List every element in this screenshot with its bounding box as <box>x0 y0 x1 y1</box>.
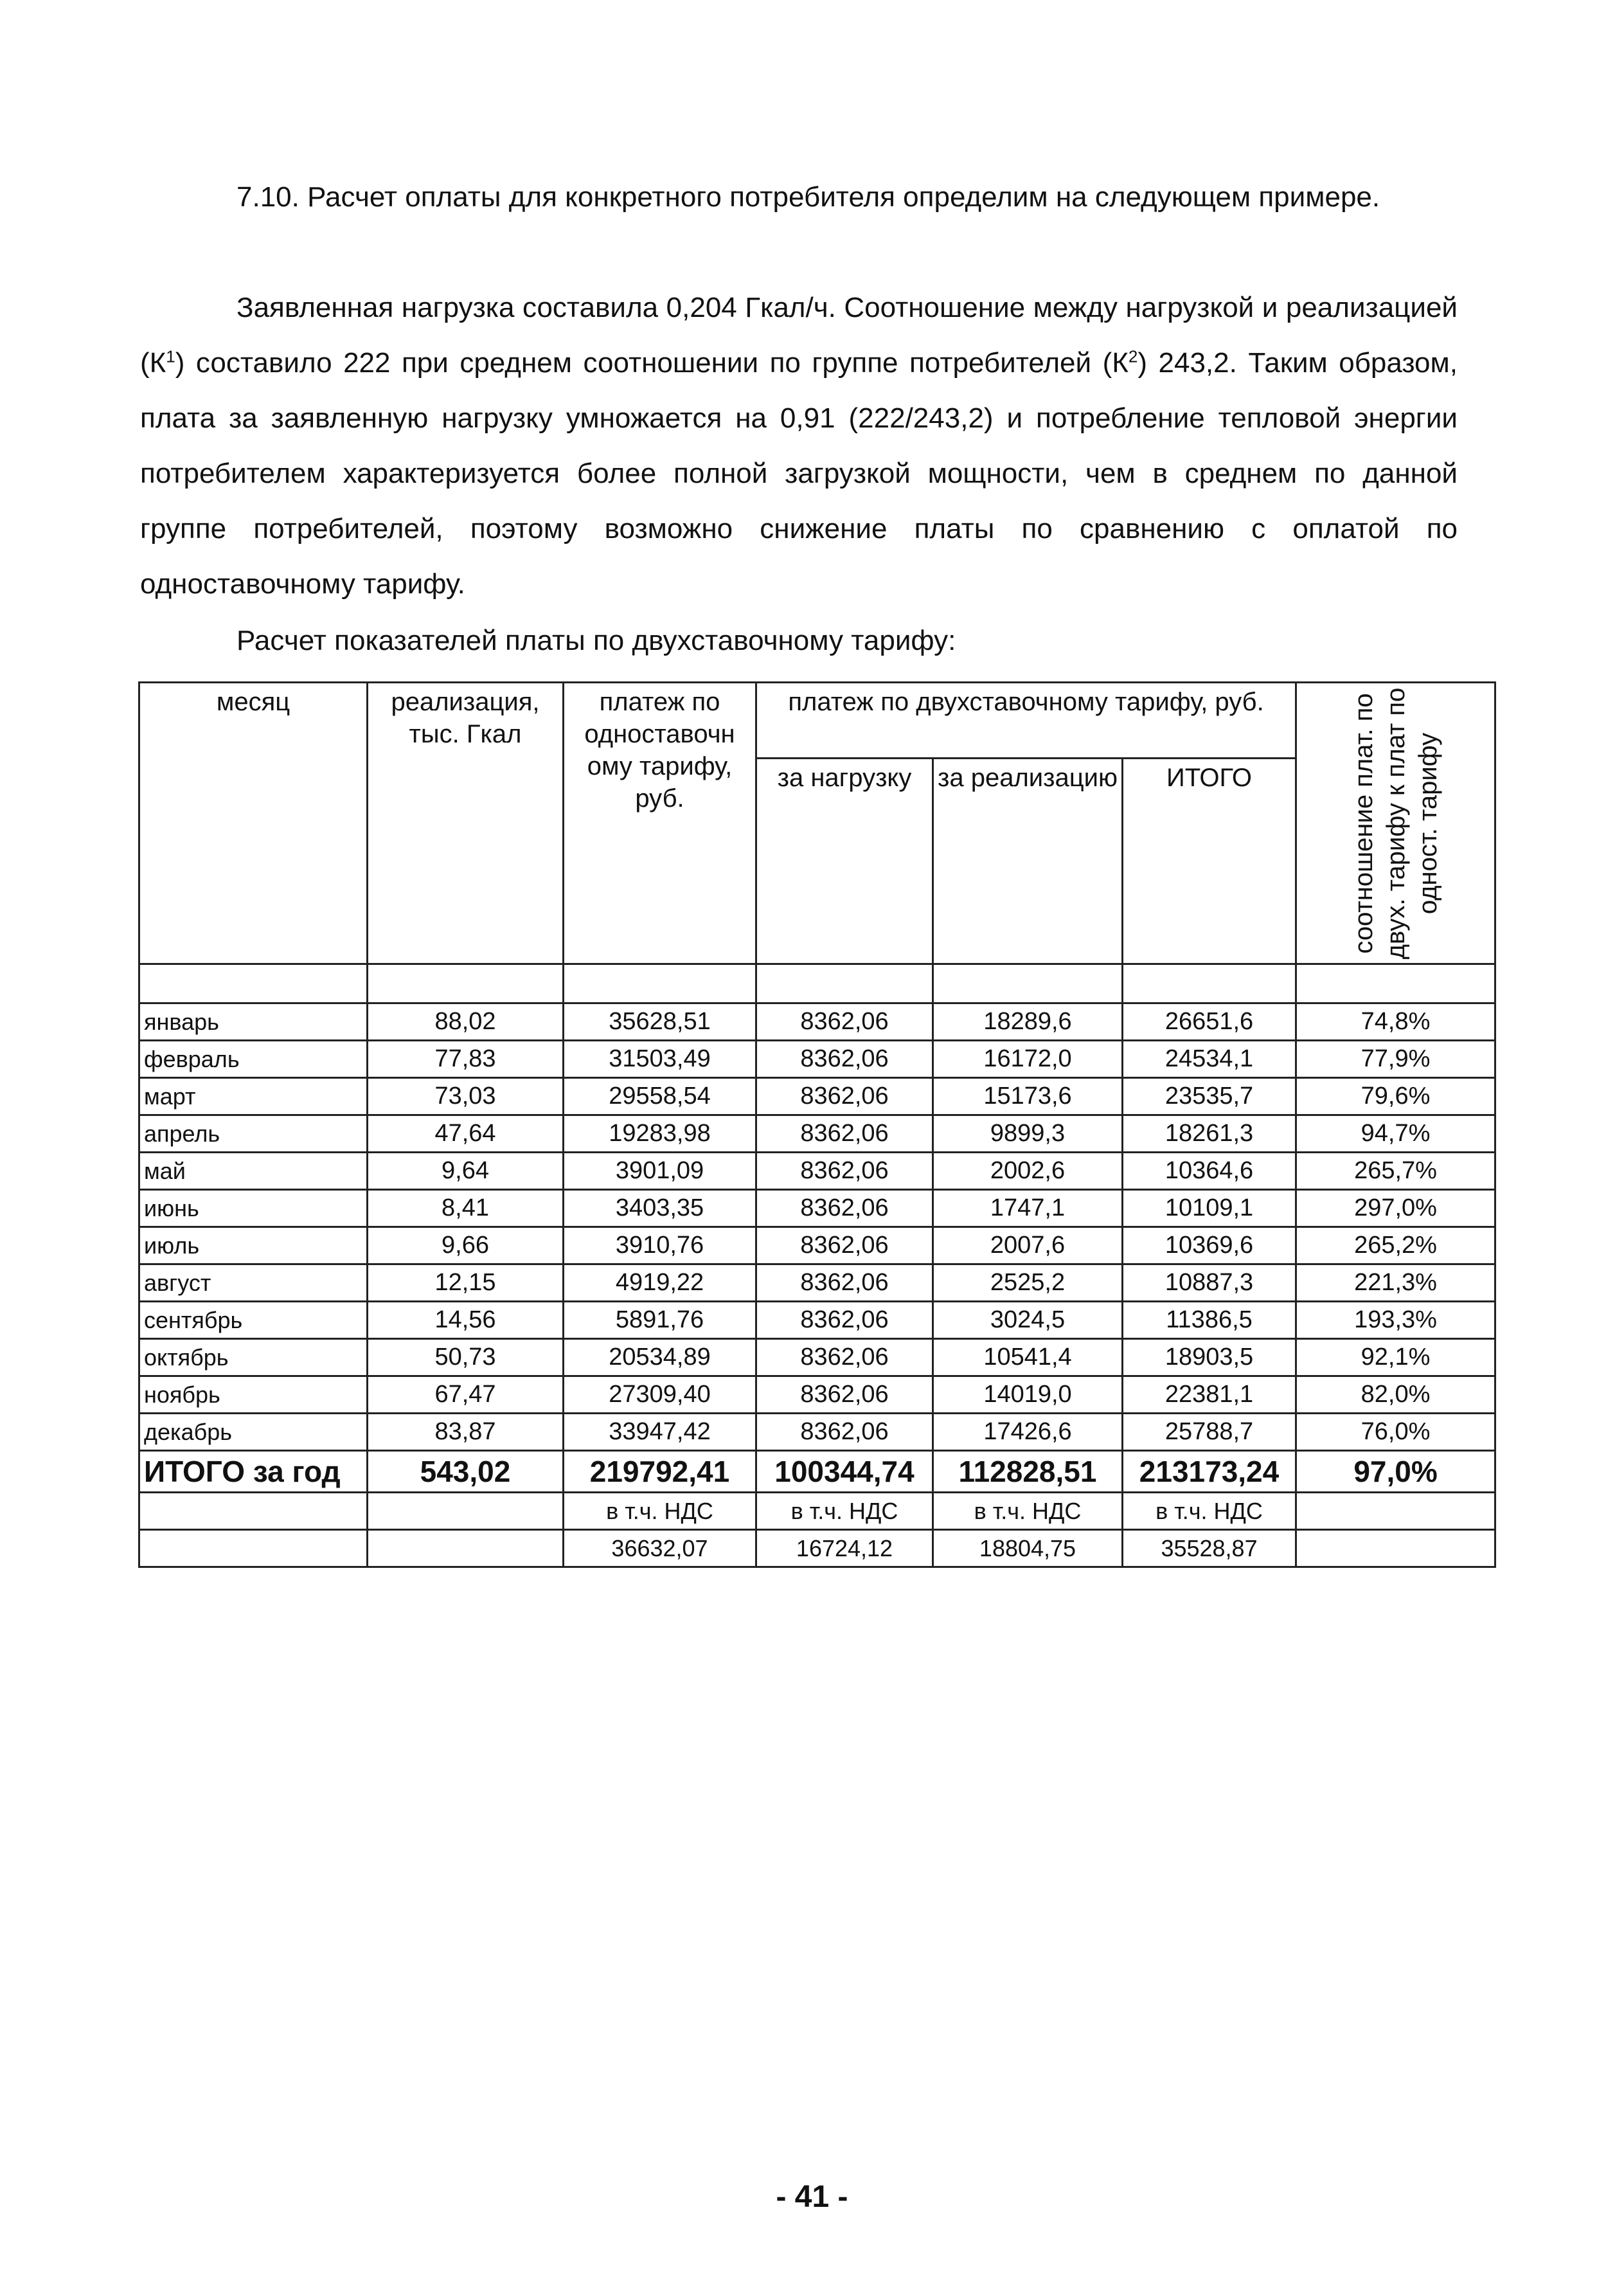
load-cell: 8362,06 <box>756 1376 933 1414</box>
ratio-cell: 82,0% <box>1296 1376 1495 1414</box>
single-tariff-cell: 33947,42 <box>564 1414 756 1451</box>
for-realization-cell: 10541,4 <box>933 1339 1123 1376</box>
ratio-cell: 193,3% <box>1296 1302 1495 1339</box>
vat-load: 16724,12 <box>756 1530 933 1567</box>
two-part-total-cell: 11386,5 <box>1123 1302 1296 1339</box>
table-row <box>139 1078 1495 1115</box>
two-part-total-cell: 18903,5 <box>1123 1339 1296 1376</box>
load-cell: 8362,06 <box>756 1190 933 1227</box>
vat-total: 35528,87 <box>1123 1530 1296 1567</box>
table-row <box>139 1302 1495 1339</box>
table-row <box>139 1376 1495 1414</box>
page-number: - 41 - <box>776 2180 848 2214</box>
realization-cell: 73,03 <box>368 1078 564 1115</box>
table-row <box>139 1153 1495 1190</box>
single-tariff-cell: 3901,09 <box>564 1153 756 1190</box>
header-load: за нагрузку <box>756 759 933 964</box>
header-two-part-tariff: платеж по двухставочному тарифу, руб. <box>756 683 1296 759</box>
for-realization-cell: 17426,6 <box>933 1414 1123 1451</box>
paragraph-part-3: ) 243,2. Таким образом, плата за заявленную нагрузку умножается на 0,91 (222/243,2) и потребление тепловой энергии потребителем характеризуется более полной загрузкой мощности, чем в среднем по данной группе потребителей, поэтому возможно снижение платы по сравнению с оплатой по одноставочному тарифу. <box>140 347 1458 600</box>
vat-for-realization: 18804,75 <box>933 1530 1123 1567</box>
load-cell: 8362,06 <box>756 1153 933 1190</box>
table-row <box>139 1414 1495 1451</box>
load-cell: 8362,06 <box>756 1339 933 1376</box>
single-tariff-cell: 19283,98 <box>564 1115 756 1153</box>
paragraph-intro: 7.10. Расчет оплаты для конкретного потребителя определим на следующем примере. <box>236 181 1380 213</box>
single-tariff-cell: 5891,76 <box>564 1302 756 1339</box>
two-part-total-cell: 24534,1 <box>1123 1041 1296 1078</box>
realization-cell: 77,83 <box>368 1041 564 1078</box>
total-row <box>139 1451 1495 1493</box>
table-row <box>139 1003 1495 1041</box>
header-for-realization: за реализацию <box>933 759 1123 964</box>
header-month: месяц <box>139 683 368 964</box>
for-realization-cell: 1747,1 <box>933 1190 1123 1227</box>
table-body <box>139 1003 1495 1451</box>
load-cell: 8362,06 <box>756 1041 933 1078</box>
for-realization-cell: 9899,3 <box>933 1115 1123 1153</box>
ratio-cell: 94,7% <box>1296 1115 1495 1153</box>
single-tariff-cell: 29558,54 <box>564 1078 756 1115</box>
header-total: ИТОГО <box>1123 759 1296 964</box>
realization-cell: 50,73 <box>368 1339 564 1376</box>
single-tariff-cell: 31503,49 <box>564 1041 756 1078</box>
load-cell: 8362,06 <box>756 1115 933 1153</box>
paragraph-part-2: ) составило 222 при среднем соотношении по группе потребителей (К <box>175 347 1129 379</box>
for-realization-cell: 3024,5 <box>933 1302 1123 1339</box>
total-two-part: 213173,24 <box>1123 1451 1296 1493</box>
paragraph-description <box>140 280 1458 612</box>
superscript-1: 1 <box>166 346 175 366</box>
two-part-total-cell: 25788,7 <box>1123 1414 1296 1451</box>
table-row <box>139 1190 1495 1227</box>
two-part-total-cell: 18261,3 <box>1123 1115 1296 1153</box>
header-single-tariff: платеж по одноставочн ому тарифу, руб. <box>564 683 756 964</box>
two-part-total-cell: 22381,1 <box>1123 1376 1296 1414</box>
month-cell: ноябрь <box>139 1376 368 1414</box>
table-row <box>139 1041 1495 1078</box>
single-tariff-cell: 27309,40 <box>564 1376 756 1414</box>
ratio-cell: 92,1% <box>1296 1339 1495 1376</box>
for-realization-cell: 18289,6 <box>933 1003 1123 1041</box>
single-tariff-cell: 3910,76 <box>564 1227 756 1264</box>
ratio-cell: 265,7% <box>1296 1153 1495 1190</box>
month-cell: октябрь <box>139 1339 368 1376</box>
realization-cell: 9,64 <box>368 1153 564 1190</box>
two-part-total-cell: 10887,3 <box>1123 1264 1296 1302</box>
two-part-total-cell: 10109,1 <box>1123 1190 1296 1227</box>
for-realization-cell: 2525,2 <box>933 1264 1123 1302</box>
vat-label: в т.ч. НДС <box>933 1493 1123 1530</box>
realization-cell: 88,02 <box>368 1003 564 1041</box>
ratio-cell: 221,3% <box>1296 1264 1495 1302</box>
realization-cell: 47,64 <box>368 1115 564 1153</box>
ratio-cell: 265,2% <box>1296 1227 1495 1264</box>
single-tariff-cell: 4919,22 <box>564 1264 756 1302</box>
spacer-row <box>139 964 1495 1003</box>
ratio-cell: 77,9% <box>1296 1041 1495 1078</box>
ratio-cell: 297,0% <box>1296 1190 1495 1227</box>
month-cell: июнь <box>139 1190 368 1227</box>
load-cell: 8362,06 <box>756 1414 933 1451</box>
month-cell: декабрь <box>139 1414 368 1451</box>
superscript-2: 2 <box>1128 346 1138 366</box>
total-ratio: 97,0% <box>1296 1451 1495 1493</box>
vat-label: в т.ч. НДС <box>1123 1493 1296 1530</box>
vat-label: в т.ч. НДС <box>756 1493 933 1530</box>
for-realization-cell: 14019,0 <box>933 1376 1123 1414</box>
single-tariff-cell: 20534,89 <box>564 1339 756 1376</box>
two-part-total-cell: 10364,6 <box>1123 1153 1296 1190</box>
for-realization-cell: 16172,0 <box>933 1041 1123 1078</box>
realization-cell: 67,47 <box>368 1376 564 1414</box>
vat-value-row <box>139 1530 1495 1567</box>
table-row <box>139 1339 1495 1376</box>
vat-single: 36632,07 <box>564 1530 756 1567</box>
realization-cell: 83,87 <box>368 1414 564 1451</box>
month-cell: сентябрь <box>139 1302 368 1339</box>
total-label: ИТОГО за год <box>139 1451 368 1493</box>
table-row <box>139 1264 1495 1302</box>
header-realization: реализация, тыс. Гкал <box>368 683 564 964</box>
vat-label: в т.ч. НДС <box>564 1493 756 1530</box>
total-realization: 543,02 <box>368 1451 564 1493</box>
load-cell: 8362,06 <box>756 1264 933 1302</box>
table-caption: Расчет показателей платы по двухставочному тарифу: <box>236 625 956 656</box>
month-cell: июль <box>139 1227 368 1264</box>
ratio-cell: 76,0% <box>1296 1414 1495 1451</box>
load-cell: 8362,06 <box>756 1003 933 1041</box>
load-cell: 8362,06 <box>756 1302 933 1339</box>
realization-cell: 12,15 <box>368 1264 564 1302</box>
paragraph-part-1: Заявленная нагрузка составила 0,204 Гкал/ч. Соотношение между нагрузкой и реализацией (К <box>140 292 1458 379</box>
two-part-total-cell: 23535,7 <box>1123 1078 1296 1115</box>
month-cell: апрель <box>139 1115 368 1153</box>
month-cell: май <box>139 1153 368 1190</box>
two-part-total-cell: 10369,6 <box>1123 1227 1296 1264</box>
two-part-total-cell: 26651,6 <box>1123 1003 1296 1041</box>
vat-label-row <box>139 1493 1495 1530</box>
header-ratio <box>1296 683 1495 964</box>
single-tariff-cell: 3403,35 <box>564 1190 756 1227</box>
for-realization-cell: 2002,6 <box>933 1153 1123 1190</box>
tariff-table <box>138 681 1496 1568</box>
table-row <box>139 1115 1495 1153</box>
ratio-cell: 74,8% <box>1296 1003 1495 1041</box>
realization-cell: 9,66 <box>368 1227 564 1264</box>
load-cell: 8362,06 <box>756 1078 933 1115</box>
header-ratio-text: соотношение плат. по двух. тарифу к плат по одност. тарифу <box>1349 687 1442 959</box>
table-row <box>139 1227 1495 1264</box>
realization-cell: 14,56 <box>368 1302 564 1339</box>
total-for-realization: 112828,51 <box>933 1451 1123 1493</box>
load-cell: 8362,06 <box>756 1227 933 1264</box>
month-cell: март <box>139 1078 368 1115</box>
month-cell: январь <box>139 1003 368 1041</box>
for-realization-cell: 15173,6 <box>933 1078 1123 1115</box>
total-load: 100344,74 <box>756 1451 933 1493</box>
single-tariff-cell: 35628,51 <box>564 1003 756 1041</box>
month-cell: август <box>139 1264 368 1302</box>
realization-cell: 8,41 <box>368 1190 564 1227</box>
month-cell: февраль <box>139 1041 368 1078</box>
ratio-cell: 79,6% <box>1296 1078 1495 1115</box>
total-single: 219792,41 <box>564 1451 756 1493</box>
for-realization-cell: 2007,6 <box>933 1227 1123 1264</box>
